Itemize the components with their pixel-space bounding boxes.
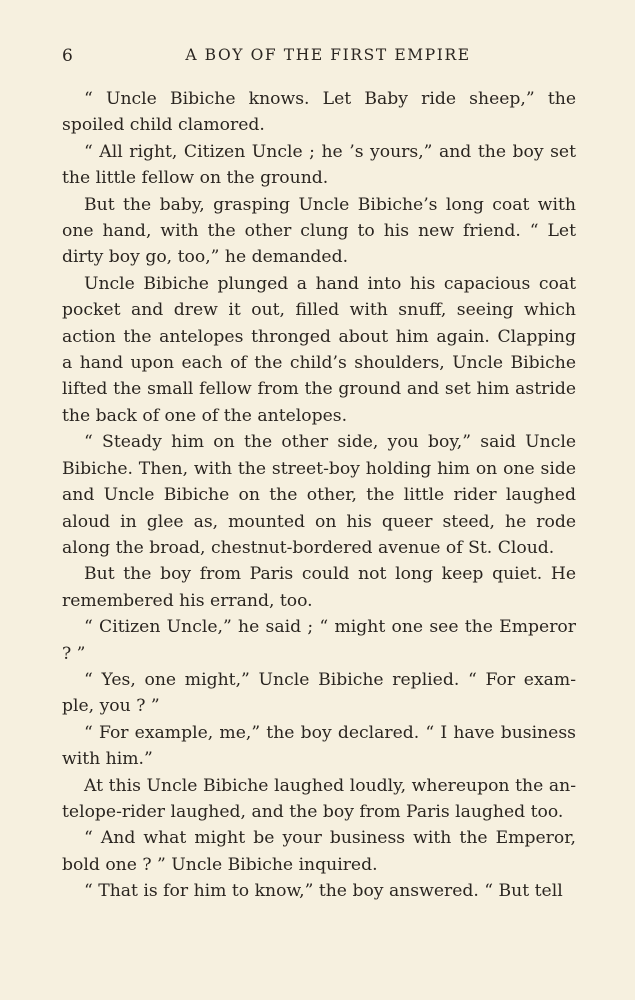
paragraph: But the baby, grasping Uncle Bibiche’s long coat with one hand, with the other clung to his new friend. “ Let dirty boy go, too,” he demanded. [62, 194, 576, 268]
paragraph: Uncle Bibiche plunged a hand into his capacious coat pocket and drew it out, filled with snuff, seeing which action the antelopes thronged about him again. Clapping a hand upon each of the child’s shoulders, Uncle Bibiche lifted the small fellow from the ground and set him astride the back of one of the antelopes. [62, 273, 576, 426]
paragraph: “ Yes, one might,” Uncle Bibiche replied. “ For exam-ple, you ? ” [62, 669, 576, 717]
paragraph: “ All right, Citizen Uncle ; he ’s yours,” and the boy set the little fellow on the ground. [62, 141, 576, 189]
body-text [62, 86, 576, 905]
paragraph: “ For example, me,” the boy declared. “ I have business with him.” [62, 722, 576, 770]
page-number: 6 [62, 46, 74, 66]
paragraph: “ Citizen Uncle,” he said ; “ might one see the Emperor ? ” [62, 617, 576, 664]
paragraph: But the boy from Paris could not long keep quiet. He remembered his errand, too. [62, 564, 576, 611]
page-header [62, 46, 576, 70]
paragraph: At this Uncle Bibiche laughed loudly, whereupon the an-telope-rider laughed, and the boy from Paris laughed too. [62, 775, 576, 822]
paragraph: “ Uncle Bibiche knows. Let Baby ride sheep,” the spoiled child clamored. [62, 89, 576, 136]
paragraph: “ And what might be your business with the Emperor, bold one ? ” Uncle Bibiche inquired. [62, 828, 576, 875]
paragraph-last: “ That is for him to know,” the boy answered. “ But tell [84, 881, 563, 902]
running-title: A BOY OF THE FIRST EMPIRE [185, 46, 471, 64]
paragraph: “ Steady him on the other side, you boy,” said Uncle Bibiche. Then, with the street-boy holding him on one side and Uncle Bibiche on the other, the little rider laughed aloud in glee as, mounted on his queer steed, he rode along the broad, chestnut-bordered avenue of St. Cloud. [62, 432, 576, 558]
